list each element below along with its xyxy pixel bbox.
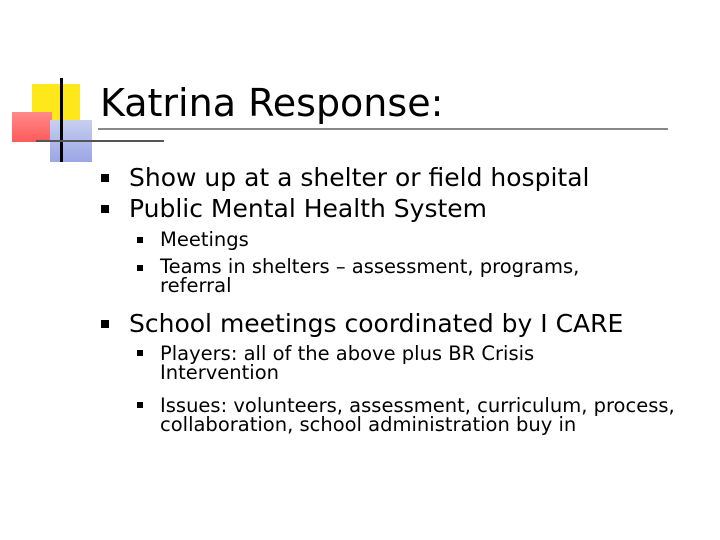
sub-bullet-text: Meetings bbox=[160, 228, 249, 251]
sub-bullet-square-icon bbox=[137, 350, 143, 356]
bullet-text: Show up at a shelter or field hospital bbox=[129, 163, 590, 192]
sub-bullet-square-icon bbox=[137, 402, 143, 408]
bullet-square-icon bbox=[101, 205, 109, 213]
logo-horizontal-line bbox=[36, 140, 164, 142]
sub-bullet-text: Teams in shelters – assessment, programs, referral bbox=[160, 255, 580, 297]
bullet-square-icon bbox=[101, 174, 109, 182]
bullet-text: Public Mental Health System bbox=[129, 194, 488, 223]
sub-bullet-square-icon bbox=[137, 265, 143, 271]
logo-vertical-line bbox=[60, 78, 63, 162]
sub-bullet-square-icon bbox=[137, 237, 143, 243]
sub-bullet-text: Issues: volunteers, assessment, curriculum, process, collaboration, school administration buy in bbox=[160, 394, 675, 436]
sub-bullet-text: Players: all of the above plus BR Crisis Intervention bbox=[160, 342, 535, 384]
title-underline bbox=[98, 128, 668, 130]
slide-title: Katrina Response: bbox=[100, 81, 444, 125]
bullet-square-icon bbox=[101, 320, 109, 328]
bullet-text: School meetings coordinated by I CARE bbox=[129, 309, 624, 338]
logo-red-square bbox=[12, 112, 52, 142]
